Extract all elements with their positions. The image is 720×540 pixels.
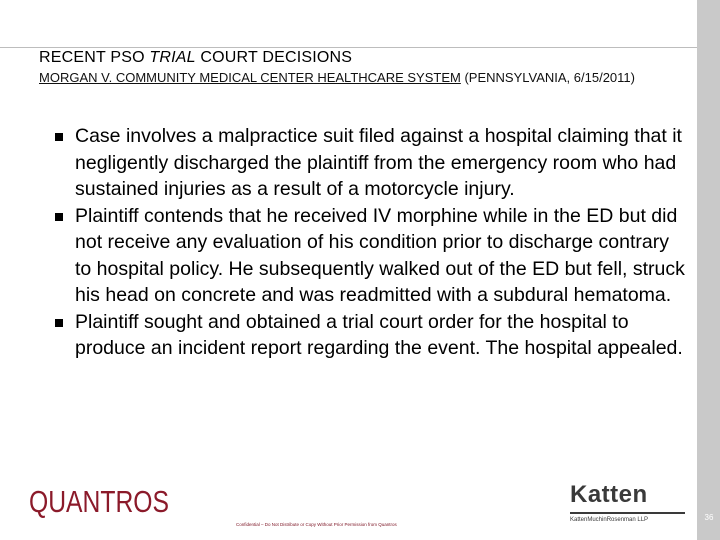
heading-part-2: TRIAL (149, 49, 196, 66)
bullet-list (55, 123, 685, 362)
bullet-item (55, 123, 685, 203)
bullet-text: Plaintiff contends that he received IV morphine while in the ED but did not receive any evaluation of his condition prior to discharge contrary to hospital policy. He subsequently walked out of the ED but fell, struck his head on concrete and was readmitted with a subdural hematoma. (75, 204, 685, 306)
bullet-text: Plaintiff sought and obtained a trial court order for the hospital to produce an incident report regarding the event. The hospital appealed. (75, 310, 683, 359)
slide-subheading (39, 70, 635, 85)
bullet-item (55, 203, 685, 309)
square-bullet-icon (55, 213, 63, 221)
quantros-logo-graphic (29, 484, 171, 518)
bullet-item (55, 309, 685, 362)
heading-part-1: RECENT PSO (39, 49, 150, 66)
quantros-logo (29, 484, 171, 523)
square-bullet-icon (55, 133, 63, 141)
case-detail: (PENNSYLVANIA, 6/15/2011) (460, 70, 635, 85)
right-side-bar (697, 0, 720, 540)
bullet-text: Case involves a malpractice suit filed against a hospital claiming that it negligently discharged the plaintiff from the emergency room who had sustained injuries as a result of a motorcycle injury. (75, 125, 682, 200)
confidential-note: Confidential – Do Not Distribute or Copy Without Prior Permission from Quantros (236, 522, 397, 527)
page-number: 36 (704, 513, 714, 522)
title-divider (0, 47, 697, 48)
square-bullet-icon (55, 319, 63, 327)
katten-logo (570, 482, 692, 523)
slide-heading (39, 49, 352, 67)
heading-part-3: COURT DECISIONS (195, 49, 353, 66)
quantros-logo-text: QUANTROS (29, 484, 169, 519)
katten-logo-rule (570, 512, 685, 514)
katten-logo-firm: KattenMuchinRosenman LLP (570, 517, 649, 523)
case-name: MORGAN V. COMMUNITY MEDICAL CENTER HEALTHCARE SYSTEM (39, 70, 461, 85)
katten-logo-word: Katten (570, 481, 648, 508)
